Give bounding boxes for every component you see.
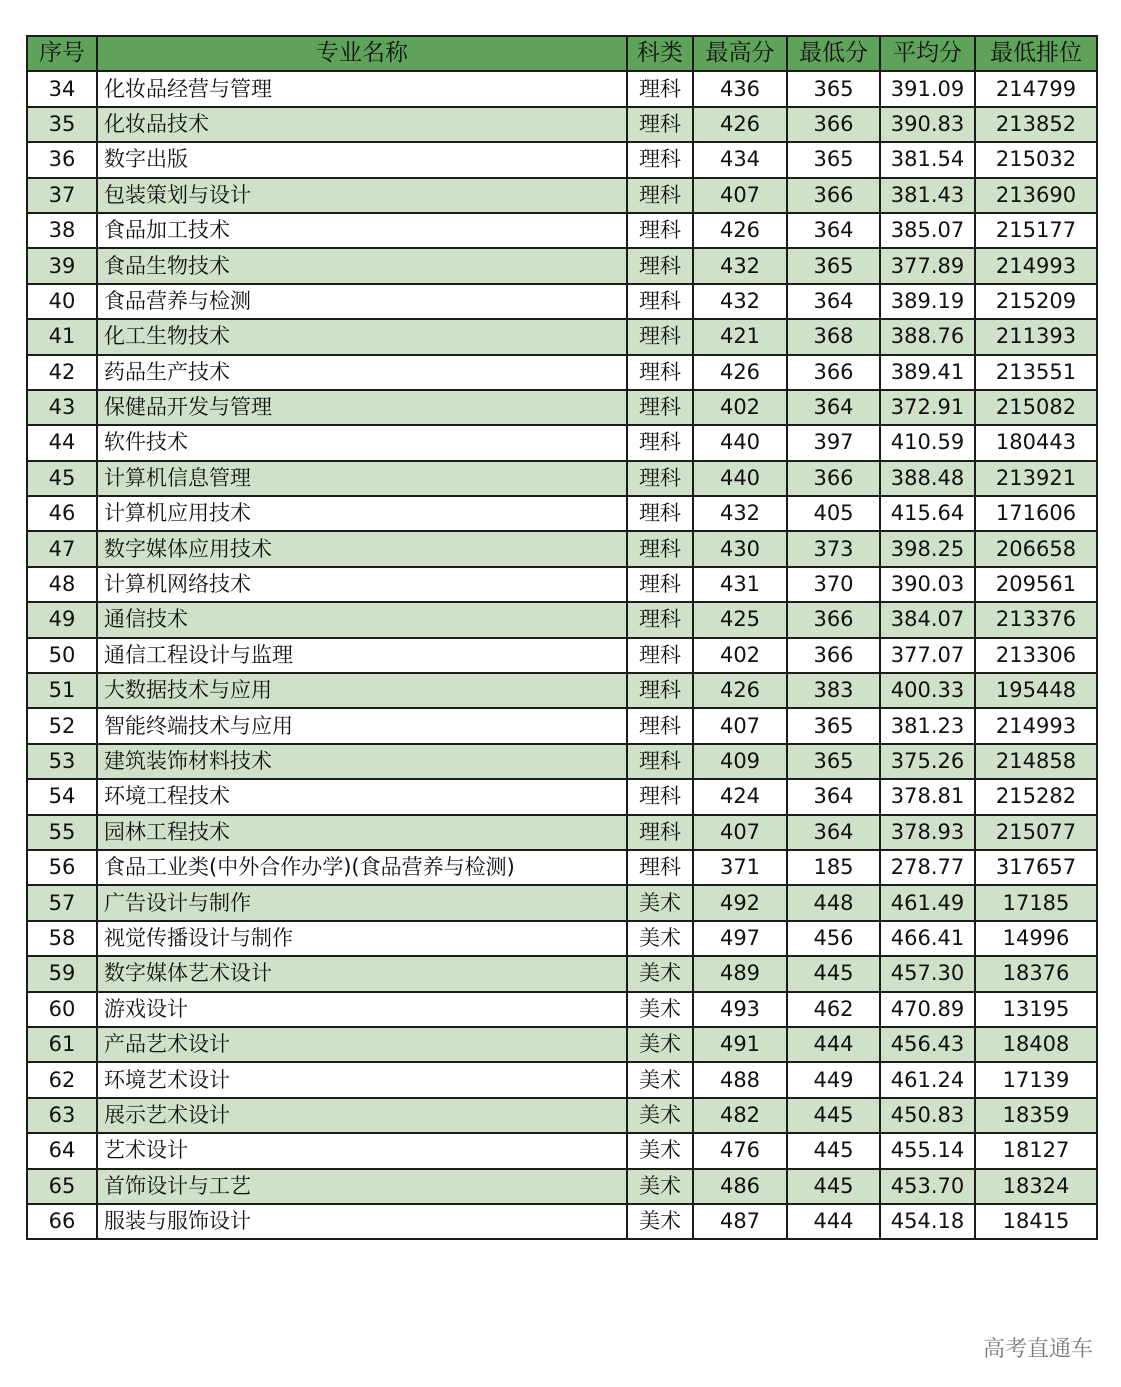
- cell-min-score: 366: [787, 602, 880, 637]
- cell-category: 理科: [627, 673, 693, 708]
- cell-major-name: 数字出版: [97, 142, 627, 177]
- cell-major-name: 化妆品经营与管理: [97, 71, 627, 106]
- cell-index: 54: [27, 779, 97, 814]
- cell-index: 66: [27, 1204, 97, 1239]
- cell-min-score: 365: [787, 248, 880, 283]
- cell-min-score: 364: [787, 815, 880, 850]
- cell-category: 理科: [627, 142, 693, 177]
- cell-min-rank: 213690: [975, 178, 1097, 213]
- cell-min-score: 365: [787, 71, 880, 106]
- cell-major-name: 环境工程技术: [97, 779, 627, 814]
- cell-category: 美术: [627, 992, 693, 1027]
- table-row: [27, 531, 1097, 566]
- cell-category: 理科: [627, 744, 693, 779]
- table-row: [27, 107, 1097, 142]
- cell-max-score: 430: [693, 531, 787, 566]
- table-row: [27, 779, 1097, 814]
- cell-min-rank: 18324: [975, 1169, 1097, 1204]
- cell-avg-score: 375.26: [880, 744, 975, 779]
- cell-min-rank: 215282: [975, 779, 1097, 814]
- cell-avg-score: 470.89: [880, 992, 975, 1027]
- table-row: [27, 638, 1097, 673]
- cell-major-name: 计算机信息管理: [97, 461, 627, 496]
- cell-min-rank: 215077: [975, 815, 1097, 850]
- cell-min-rank: 180443: [975, 425, 1097, 460]
- cell-avg-score: 454.18: [880, 1204, 975, 1239]
- cell-min-score: 365: [787, 142, 880, 177]
- cell-min-rank: 214799: [975, 71, 1097, 106]
- cell-index: 46: [27, 496, 97, 531]
- cell-max-score: 426: [693, 107, 787, 142]
- cell-max-score: 432: [693, 248, 787, 283]
- cell-category: 理科: [627, 638, 693, 673]
- cell-category: 理科: [627, 319, 693, 354]
- cell-avg-score: 415.64: [880, 496, 975, 531]
- watermark: 高考直通车: [982, 1337, 1093, 1362]
- cell-avg-score: 388.48: [880, 461, 975, 496]
- cell-major-name: 包装策划与设计: [97, 178, 627, 213]
- cell-max-score: 421: [693, 319, 787, 354]
- cell-max-score: 409: [693, 744, 787, 779]
- table-row: [27, 956, 1097, 991]
- cell-min-score: 449: [787, 1062, 880, 1097]
- cell-index: 49: [27, 602, 97, 637]
- cell-min-score: 405: [787, 496, 880, 531]
- cell-max-score: 492: [693, 885, 787, 920]
- cell-major-name: 艺术设计: [97, 1133, 627, 1168]
- cell-min-rank: 213852: [975, 107, 1097, 142]
- cell-min-score: 365: [787, 708, 880, 743]
- cell-major-name: 化工生物技术: [97, 319, 627, 354]
- cell-category: 美术: [627, 1062, 693, 1097]
- cell-min-score: 366: [787, 461, 880, 496]
- cell-category: 理科: [627, 461, 693, 496]
- cell-max-score: 426: [693, 355, 787, 390]
- cell-avg-score: 410.59: [880, 425, 975, 460]
- cell-major-name: 展示艺术设计: [97, 1098, 627, 1133]
- header-min-score: 最低分: [787, 36, 880, 71]
- cell-max-score: 432: [693, 284, 787, 319]
- cell-min-rank: 215082: [975, 390, 1097, 425]
- cell-avg-score: 390.83: [880, 107, 975, 142]
- header-max-score: 最高分: [693, 36, 787, 71]
- cell-major-name: 保健品开发与管理: [97, 390, 627, 425]
- cell-avg-score: 378.93: [880, 815, 975, 850]
- cell-max-score: 432: [693, 496, 787, 531]
- cell-category: 理科: [627, 248, 693, 283]
- cell-major-name: 游戏设计: [97, 992, 627, 1027]
- cell-avg-score: 398.25: [880, 531, 975, 566]
- table-row: [27, 71, 1097, 106]
- table-row: [27, 319, 1097, 354]
- cell-max-score: 489: [693, 956, 787, 991]
- cell-index: 55: [27, 815, 97, 850]
- cell-min-rank: 13195: [975, 992, 1097, 1027]
- cell-min-score: 364: [787, 213, 880, 248]
- cell-min-rank: 18376: [975, 956, 1097, 991]
- table-row: [27, 178, 1097, 213]
- table-row: [27, 248, 1097, 283]
- cell-max-score: 371: [693, 850, 787, 885]
- cell-index: 62: [27, 1062, 97, 1097]
- table-row: [27, 744, 1097, 779]
- cell-min-rank: 213376: [975, 602, 1097, 637]
- header-avg-score: 平均分: [880, 36, 975, 71]
- table-row: [27, 885, 1097, 920]
- cell-category: 美术: [627, 1098, 693, 1133]
- cell-min-rank: 206658: [975, 531, 1097, 566]
- cell-max-score: 407: [693, 178, 787, 213]
- cell-index: 53: [27, 744, 97, 779]
- cell-index: 50: [27, 638, 97, 673]
- cell-category: 理科: [627, 425, 693, 460]
- cell-max-score: 431: [693, 567, 787, 602]
- cell-major-name: 计算机网络技术: [97, 567, 627, 602]
- cell-avg-score: 378.81: [880, 779, 975, 814]
- cell-major-name: 食品加工技术: [97, 213, 627, 248]
- cell-avg-score: 450.83: [880, 1098, 975, 1133]
- cell-min-rank: 209561: [975, 567, 1097, 602]
- cell-index: 51: [27, 673, 97, 708]
- table-row: [27, 850, 1097, 885]
- cell-major-name: 产品艺术设计: [97, 1027, 627, 1062]
- cell-min-score: 185: [787, 850, 880, 885]
- table-row: [27, 142, 1097, 177]
- cell-min-rank: 17139: [975, 1062, 1097, 1097]
- cell-max-score: 491: [693, 1027, 787, 1062]
- cell-major-name: 大数据技术与应用: [97, 673, 627, 708]
- cell-index: 36: [27, 142, 97, 177]
- cell-index: 57: [27, 885, 97, 920]
- cell-major-name: 数字媒体应用技术: [97, 531, 627, 566]
- cell-index: 58: [27, 921, 97, 956]
- cell-avg-score: 389.19: [880, 284, 975, 319]
- cell-min-score: 456: [787, 921, 880, 956]
- cell-index: 47: [27, 531, 97, 566]
- cell-index: 42: [27, 355, 97, 390]
- cell-max-score: 424: [693, 779, 787, 814]
- cell-index: 43: [27, 390, 97, 425]
- cell-min-rank: 18415: [975, 1204, 1097, 1239]
- cell-min-score: 366: [787, 355, 880, 390]
- cell-category: 理科: [627, 390, 693, 425]
- cell-min-rank: 18127: [975, 1133, 1097, 1168]
- cell-index: 39: [27, 248, 97, 283]
- cell-min-rank: 18359: [975, 1098, 1097, 1133]
- cell-index: 52: [27, 708, 97, 743]
- header-category: 科类: [627, 36, 693, 71]
- cell-major-name: 通信工程设计与监理: [97, 638, 627, 673]
- cell-min-rank: 215177: [975, 213, 1097, 248]
- cell-category: 美术: [627, 1133, 693, 1168]
- table-row: [27, 1169, 1097, 1204]
- cell-major-name: 食品工业类(中外合作办学)(食品营养与检测): [97, 850, 627, 885]
- cell-major-name: 数字媒体艺术设计: [97, 956, 627, 991]
- cell-min-score: 445: [787, 956, 880, 991]
- cell-category: 理科: [627, 708, 693, 743]
- table-row: [27, 921, 1097, 956]
- cell-avg-score: 389.41: [880, 355, 975, 390]
- header-min-rank: 最低排位: [975, 36, 1097, 71]
- cell-min-rank: 214858: [975, 744, 1097, 779]
- cell-index: 40: [27, 284, 97, 319]
- cell-min-rank: 14996: [975, 921, 1097, 956]
- cell-category: 美术: [627, 1169, 693, 1204]
- cell-category: 理科: [627, 284, 693, 319]
- cell-max-score: 436: [693, 71, 787, 106]
- cell-category: 理科: [627, 850, 693, 885]
- cell-min-rank: 18408: [975, 1027, 1097, 1062]
- cell-avg-score: 457.30: [880, 956, 975, 991]
- table-row: [27, 284, 1097, 319]
- table-row: [27, 673, 1097, 708]
- cell-min-rank: 317657: [975, 850, 1097, 885]
- cell-min-score: 383: [787, 673, 880, 708]
- cell-category: 理科: [627, 496, 693, 531]
- cell-major-name: 通信技术: [97, 602, 627, 637]
- cell-category: 理科: [627, 213, 693, 248]
- cell-index: 34: [27, 71, 97, 106]
- cell-avg-score: 453.70: [880, 1169, 975, 1204]
- cell-max-score: 488: [693, 1062, 787, 1097]
- cell-avg-score: 391.09: [880, 71, 975, 106]
- cell-major-name: 计算机应用技术: [97, 496, 627, 531]
- cell-index: 59: [27, 956, 97, 991]
- cell-index: 35: [27, 107, 97, 142]
- cell-avg-score: 381.43: [880, 178, 975, 213]
- cell-category: 理科: [627, 107, 693, 142]
- cell-avg-score: 461.24: [880, 1062, 975, 1097]
- cell-category: 理科: [627, 602, 693, 637]
- cell-max-score: 476: [693, 1133, 787, 1168]
- cell-major-name: 智能终端技术与应用: [97, 708, 627, 743]
- cell-avg-score: 461.49: [880, 885, 975, 920]
- cell-category: 理科: [627, 815, 693, 850]
- table-row: [27, 496, 1097, 531]
- table-row: [27, 567, 1097, 602]
- cell-min-rank: 215209: [975, 284, 1097, 319]
- cell-max-score: 402: [693, 638, 787, 673]
- cell-index: 56: [27, 850, 97, 885]
- cell-min-score: 366: [787, 638, 880, 673]
- cell-min-rank: 195448: [975, 673, 1097, 708]
- cell-avg-score: 456.43: [880, 1027, 975, 1062]
- cell-index: 61: [27, 1027, 97, 1062]
- cell-index: 63: [27, 1098, 97, 1133]
- cell-major-name: 食品生物技术: [97, 248, 627, 283]
- cell-major-name: 食品营养与检测: [97, 284, 627, 319]
- cell-avg-score: 372.91: [880, 390, 975, 425]
- cell-index: 45: [27, 461, 97, 496]
- cell-category: 理科: [627, 567, 693, 602]
- cell-avg-score: 455.14: [880, 1133, 975, 1168]
- cell-max-score: 402: [693, 390, 787, 425]
- cell-avg-score: 381.23: [880, 708, 975, 743]
- cell-max-score: 407: [693, 708, 787, 743]
- cell-major-name: 服装与服饰设计: [97, 1204, 627, 1239]
- cell-max-score: 493: [693, 992, 787, 1027]
- cell-avg-score: 390.03: [880, 567, 975, 602]
- table-row: [27, 1062, 1097, 1097]
- cell-max-score: 487: [693, 1204, 787, 1239]
- cell-index: 44: [27, 425, 97, 460]
- table-row: [27, 708, 1097, 743]
- cell-max-score: 482: [693, 1098, 787, 1133]
- cell-max-score: 426: [693, 213, 787, 248]
- cell-index: 37: [27, 178, 97, 213]
- cell-min-rank: 17185: [975, 885, 1097, 920]
- table-row: [27, 213, 1097, 248]
- table-row: [27, 1133, 1097, 1168]
- cell-min-rank: 171606: [975, 496, 1097, 531]
- cell-max-score: 425: [693, 602, 787, 637]
- cell-min-rank: 211393: [975, 319, 1097, 354]
- cell-max-score: 440: [693, 425, 787, 460]
- cell-avg-score: 388.76: [880, 319, 975, 354]
- score-table: [26, 35, 1098, 1240]
- cell-index: 65: [27, 1169, 97, 1204]
- cell-min-rank: 214993: [975, 708, 1097, 743]
- cell-category: 美术: [627, 885, 693, 920]
- cell-min-rank: 213921: [975, 461, 1097, 496]
- table-row: [27, 602, 1097, 637]
- cell-min-score: 448: [787, 885, 880, 920]
- cell-avg-score: 377.89: [880, 248, 975, 283]
- cell-avg-score: 385.07: [880, 213, 975, 248]
- cell-min-score: 445: [787, 1169, 880, 1204]
- header-index: 序号: [27, 36, 97, 71]
- cell-min-score: 370: [787, 567, 880, 602]
- cell-min-score: 365: [787, 744, 880, 779]
- cell-min-score: 462: [787, 992, 880, 1027]
- cell-major-name: 环境艺术设计: [97, 1062, 627, 1097]
- cell-category: 美术: [627, 1027, 693, 1062]
- cell-avg-score: 278.77: [880, 850, 975, 885]
- cell-category: 理科: [627, 178, 693, 213]
- cell-min-rank: 214993: [975, 248, 1097, 283]
- cell-category: 理科: [627, 71, 693, 106]
- cell-min-score: 366: [787, 107, 880, 142]
- cell-avg-score: 377.07: [880, 638, 975, 673]
- cell-major-name: 园林工程技术: [97, 815, 627, 850]
- cell-category: 美术: [627, 1204, 693, 1239]
- table-row: [27, 390, 1097, 425]
- cell-max-score: 486: [693, 1169, 787, 1204]
- table-row: [27, 1204, 1097, 1239]
- cell-category: 理科: [627, 531, 693, 566]
- cell-major-name: 广告设计与制作: [97, 885, 627, 920]
- cell-min-score: 445: [787, 1133, 880, 1168]
- cell-index: 41: [27, 319, 97, 354]
- cell-max-score: 407: [693, 815, 787, 850]
- table-row: [27, 355, 1097, 390]
- cell-category: 理科: [627, 779, 693, 814]
- cell-min-rank: 213551: [975, 355, 1097, 390]
- table-row: [27, 992, 1097, 1027]
- cell-min-score: 444: [787, 1027, 880, 1062]
- table-row: [27, 1098, 1097, 1133]
- cell-category: 美术: [627, 921, 693, 956]
- table-row: [27, 425, 1097, 460]
- cell-min-score: 397: [787, 425, 880, 460]
- header-major-name: 专业名称: [97, 36, 627, 71]
- table-row: [27, 815, 1097, 850]
- cell-min-rank: 213306: [975, 638, 1097, 673]
- table-row: [27, 461, 1097, 496]
- cell-major-name: 药品生产技术: [97, 355, 627, 390]
- cell-min-score: 364: [787, 284, 880, 319]
- cell-min-score: 445: [787, 1098, 880, 1133]
- cell-category: 美术: [627, 956, 693, 991]
- cell-index: 60: [27, 992, 97, 1027]
- cell-major-name: 首饰设计与工艺: [97, 1169, 627, 1204]
- cell-avg-score: 466.41: [880, 921, 975, 956]
- cell-min-score: 368: [787, 319, 880, 354]
- cell-min-score: 444: [787, 1204, 880, 1239]
- cell-min-score: 373: [787, 531, 880, 566]
- cell-max-score: 434: [693, 142, 787, 177]
- cell-index: 38: [27, 213, 97, 248]
- cell-index: 48: [27, 567, 97, 602]
- cell-min-rank: 215032: [975, 142, 1097, 177]
- cell-avg-score: 400.33: [880, 673, 975, 708]
- cell-max-score: 497: [693, 921, 787, 956]
- cell-index: 64: [27, 1133, 97, 1168]
- table-row: [27, 1027, 1097, 1062]
- cell-max-score: 426: [693, 673, 787, 708]
- cell-avg-score: 384.07: [880, 602, 975, 637]
- cell-major-name: 建筑装饰材料技术: [97, 744, 627, 779]
- cell-major-name: 化妆品技术: [97, 107, 627, 142]
- cell-category: 理科: [627, 355, 693, 390]
- cell-max-score: 440: [693, 461, 787, 496]
- cell-avg-score: 381.54: [880, 142, 975, 177]
- header-row: [27, 36, 1097, 71]
- cell-min-score: 364: [787, 390, 880, 425]
- cell-min-score: 366: [787, 178, 880, 213]
- cell-major-name: 软件技术: [97, 425, 627, 460]
- cell-min-score: 364: [787, 779, 880, 814]
- cell-major-name: 视觉传播设计与制作: [97, 921, 627, 956]
